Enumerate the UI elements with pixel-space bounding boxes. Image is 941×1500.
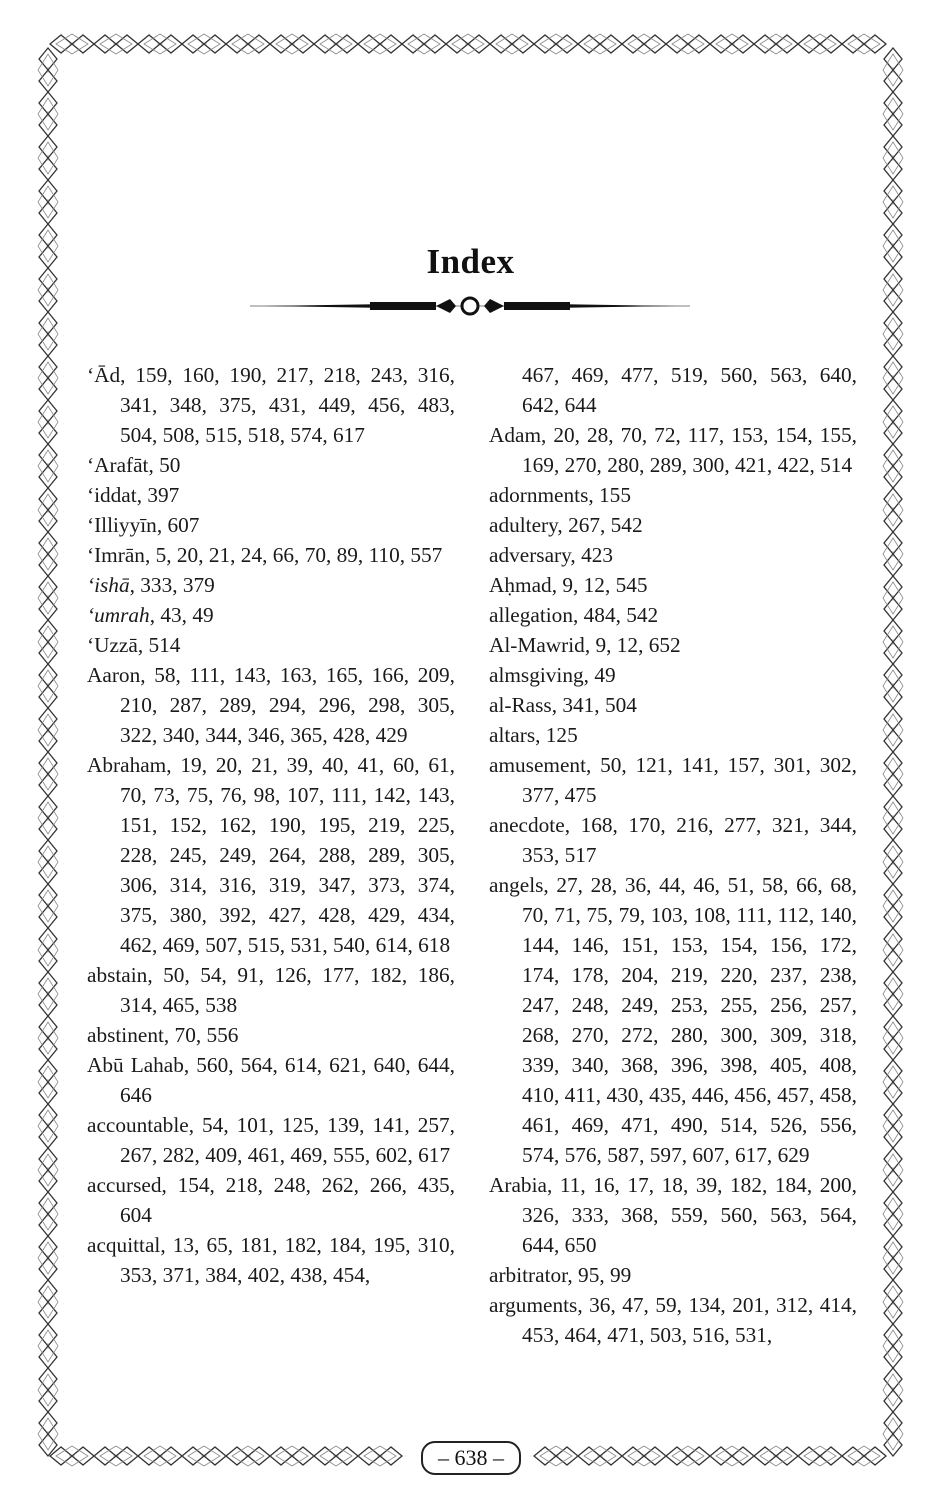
border-link — [138, 34, 182, 54]
entry-pages: 168, 170, 216, 277, 321, 344, 353, 517 — [522, 813, 857, 867]
entry-term: arbitrator — [489, 1263, 568, 1287]
border-link — [666, 1446, 710, 1466]
border-link — [883, 1280, 903, 1324]
border-link — [38, 180, 58, 224]
entry-pages: 13, 65, 181, 182, 184, 195, 310, 353, 371, 384, 402, 438, 454, — [120, 1233, 455, 1287]
entry-pages: 95, 99 — [578, 1263, 632, 1287]
entry-term: adversary — [489, 543, 571, 567]
entry-term: ‘ishā — [87, 573, 130, 597]
border-link — [38, 620, 58, 664]
entry-pages: 9, 12, 652 — [595, 633, 681, 657]
index-column-left — [87, 360, 455, 1290]
entry-term: Arabia — [489, 1173, 547, 1197]
entry-pages: 484, 542 — [583, 603, 659, 627]
border-link — [578, 1446, 622, 1466]
entry-pages: 50 — [159, 453, 181, 477]
border-link — [38, 400, 58, 444]
index-entry: Al-Mawrid, 9, 12, 652 — [489, 633, 681, 657]
entry-term: ‘Arafāt — [87, 453, 149, 477]
page-title: Index — [426, 242, 515, 281]
border-link — [883, 576, 903, 620]
index-entry: ‘ishā, 333, 379 — [87, 573, 215, 597]
border-link — [534, 1446, 578, 1466]
entry-pages: 9, 12, 545 — [562, 573, 648, 597]
page-number: – 638 – — [421, 1441, 521, 1475]
border-link — [883, 92, 903, 136]
border-link — [38, 48, 58, 92]
border-link — [38, 1368, 58, 1412]
index-entry: ‘Illiyyīn, 607 — [87, 513, 200, 537]
border-link — [50, 34, 94, 54]
entry-pages: 36, 47, 59, 134, 201, 312, 414, 453, 464, 471, 503, 516, 531, — [522, 1293, 857, 1347]
border-link — [883, 356, 903, 400]
entry-pages: 155 — [599, 483, 631, 507]
index-column-right — [489, 360, 857, 1350]
index-entry: adornments, 155 — [489, 483, 631, 507]
border-link — [38, 796, 58, 840]
index-entry: acquittal, 13, 65, 181, 182, 184, 195, 310, 353, 371, 384, 402, 438, 454, — [87, 1233, 455, 1287]
entry-pages: 467, 469, 477, 519, 560, 563, 640, 642, 644 — [522, 363, 857, 417]
entry-pages: 125 — [545, 723, 578, 747]
index-entry: angels, 27, 28, 36, 44, 46, 51, 58, 66, 68, 70, 71, 75, 79, 103, 108, 111, 112, 140, 144, 146, 151, 153, 154, 156, 172, 174, 178, 204, 219, 220, 237, 238, 247, 248, 249, 253, 255, 256, 257, 268, 270, 272, 280, 300, 309, 318, 339, 340, 368, 396, 398, 405, 408, 410, 411, 430, 435, 446, 456, 457, 458, 461, 469, 471, 490, 514, 526, 556, 574, 576, 587, 597, 607, 617, 629 — [489, 873, 857, 1167]
entry-pages: 154, 218, 248, 262, 266, 435, 604 — [120, 1173, 455, 1227]
border-link — [402, 34, 446, 54]
index-entry: ‘iddat, 397 — [87, 483, 180, 507]
border-link — [94, 34, 138, 54]
border-link — [883, 1060, 903, 1104]
entry-term: adultery — [489, 513, 558, 537]
index-entry: al-Rass, 341, 504 — [489, 693, 637, 717]
border-link — [883, 664, 903, 708]
border-link — [883, 928, 903, 972]
index-entry: anecdote, 168, 170, 216, 277, 321, 344, 353, 517 — [489, 813, 857, 867]
entry-pages: 423 — [581, 543, 614, 567]
index-entry: accursed, 154, 218, 248, 262, 266, 435, 604 — [87, 1173, 455, 1227]
entry-pages: 11, 16, 17, 18, 39, 182, 184, 200, 326, 333, 368, 559, 560, 563, 564, 644, 650 — [522, 1173, 857, 1257]
border-link — [38, 312, 58, 356]
ornamental-divider — [250, 290, 690, 322]
border-link — [38, 840, 58, 884]
border-link — [883, 708, 903, 752]
border-link — [38, 136, 58, 180]
border-link — [883, 1016, 903, 1060]
entry-term: ‘Illiyyīn — [87, 513, 157, 537]
entry-pages: 514 — [148, 633, 181, 657]
border-link — [798, 34, 842, 54]
entry-pages: 43, 49 — [160, 603, 214, 627]
entry-term: ‘umrah — [87, 603, 150, 627]
border-link — [666, 34, 710, 54]
border-link — [883, 620, 903, 664]
entry-term: Abraham — [87, 753, 167, 777]
border-link — [38, 444, 58, 488]
border-link — [38, 1324, 58, 1368]
border-link — [883, 312, 903, 356]
index-entry: Abraham, 19, 20, 21, 39, 40, 41, 60, 61, 70, 73, 75, 76, 98, 107, 111, 142, 143, 151, 152, 162, 190, 195, 219, 225, 228, 245, 249, 264, 288, 289, 305, 306, 314, 316, 319, 347, 373, 374, 375, 380, 392, 427, 428, 429, 434, 462, 469, 507, 515, 531, 540, 614, 618 — [87, 753, 455, 957]
index-entry: arguments, 36, 47, 59, 134, 201, 312, 414, 453, 464, 471, 503, 516, 531, — [489, 1293, 857, 1347]
border-link — [883, 840, 903, 884]
border-link — [883, 1368, 903, 1412]
index-entry: adversary, 423 — [489, 543, 614, 567]
index-entry: ‘Ād, 159, 160, 190, 217, 218, 243, 316, 341, 348, 375, 431, 449, 456, 483, 504, 508, 515, 518, 574, 617 — [87, 363, 455, 447]
border-link — [883, 400, 903, 444]
border-link — [883, 884, 903, 928]
index-entry: Aḥmad, 9, 12, 545 — [489, 573, 648, 597]
entry-pages: 19, 20, 21, 39, 40, 41, 60, 61, 70, 73, 75, 76, 98, 107, 111, 142, 143, 151, 152, 162, 190, 195, 219, 225, 228, 245, 249, 264, 288, 289, 305, 306, 314, 316, 319, 347, 373, 374, 375, 380, 392, 427, 428, 429, 434, 462, 469, 507, 515, 531, 540, 614, 618 — [120, 753, 455, 957]
index-entry: abstain, 50, 54, 91, 126, 177, 182, 186, 314, 465, 538 — [87, 963, 455, 1017]
index-entry: ‘Imrān, 5, 20, 21, 24, 66, 70, 89, 110, 557 — [87, 543, 443, 567]
border-link — [710, 1446, 754, 1466]
entry-term: ‘Ād — [87, 363, 121, 387]
entry-pages: 70, 556 — [174, 1023, 239, 1047]
entry-pages: 560, 564, 614, 621, 640, 644, 646 — [120, 1053, 456, 1107]
entry-term: altars — [489, 723, 536, 747]
border-link — [38, 92, 58, 136]
entry-term: amusement — [489, 753, 586, 777]
border-link — [38, 1280, 58, 1324]
index-entry: altars, 125 — [489, 723, 578, 747]
border-link — [38, 1412, 58, 1456]
border-link — [38, 576, 58, 620]
index-entry: ‘Arafāt, 50 — [87, 453, 181, 477]
border-link — [94, 1446, 138, 1466]
border-link — [883, 796, 903, 840]
entry-pages: 50, 121, 141, 157, 301, 302, 377, 475 — [522, 753, 857, 807]
border-link — [883, 48, 903, 92]
border-link — [314, 34, 358, 54]
border-link — [38, 1192, 58, 1236]
border-link — [883, 1192, 903, 1236]
index-entry: Adam, 20, 28, 70, 72, 117, 153, 154, 155, 169, 270, 280, 289, 300, 421, 422, 514 — [489, 423, 857, 477]
index-entry: amusement, 50, 121, 141, 157, 301, 302, 377, 475 — [489, 753, 857, 807]
entry-term: acquittal — [87, 1233, 161, 1257]
border-link — [622, 34, 666, 54]
entry-term: Aaron — [87, 663, 141, 687]
index-entry: allegation, 484, 542 — [489, 603, 659, 627]
border-link — [534, 34, 578, 54]
border-link — [270, 34, 314, 54]
border-link — [38, 356, 58, 400]
border-link — [842, 1446, 886, 1466]
entry-pages: 49 — [594, 663, 616, 687]
border-link — [883, 488, 903, 532]
border-link — [883, 444, 903, 488]
entry-pages: 159, 160, 190, 217, 218, 243, 316, 341, 348, 375, 431, 449, 456, 483, 504, 508, 515, 518, 574, 617 — [120, 363, 455, 447]
border-link — [490, 34, 534, 54]
border-link — [622, 1446, 666, 1466]
index-entry: Aaron, 58, 111, 143, 163, 165, 166, 209, 210, 287, 289, 294, 296, 298, 305, 322, 340, 344, 346, 365, 428, 429 — [87, 663, 455, 747]
border-link — [883, 1324, 903, 1368]
border-link — [314, 1446, 358, 1466]
index-entry: adultery, 267, 542 — [489, 513, 643, 537]
entry-term: Aḥmad — [489, 573, 552, 597]
entry-term: adornments — [489, 483, 589, 507]
border-link — [138, 1446, 182, 1466]
border-link — [883, 1148, 903, 1192]
index-entry: Arabia, 11, 16, 17, 18, 39, 182, 184, 200, 326, 333, 368, 559, 560, 563, 564, 644, 650 — [489, 1173, 857, 1257]
border-link — [883, 1104, 903, 1148]
border-link — [50, 1446, 94, 1466]
index-entry: ‘Uzzā, 514 — [87, 633, 181, 657]
border-link — [38, 532, 58, 576]
entry-pages: 20, 28, 70, 72, 117, 153, 154, 155, 169, 270, 280, 289, 300, 421, 422, 514 — [522, 423, 857, 477]
entry-pages: 5, 20, 21, 24, 66, 70, 89, 110, 557 — [155, 543, 443, 567]
entry-term: accursed — [87, 1173, 162, 1197]
border-link — [358, 1446, 402, 1466]
border-link — [226, 1446, 270, 1466]
border-link — [754, 34, 798, 54]
entry-term: ‘Uzzā — [87, 633, 138, 657]
entry-term: allegation — [489, 603, 573, 627]
border-link — [226, 34, 270, 54]
border-link — [38, 1060, 58, 1104]
entry-term: al-Rass — [489, 693, 552, 717]
border-link — [182, 1446, 226, 1466]
border-link — [883, 532, 903, 576]
border-link — [883, 1236, 903, 1280]
index-entry: ‘umrah, 43, 49 — [87, 603, 214, 627]
index-entry: arbitrator, 95, 99 — [489, 1263, 632, 1287]
entry-pages: 333, 379 — [140, 573, 215, 597]
entry-term: anecdote — [489, 813, 565, 837]
border-link — [446, 34, 490, 54]
entry-term: accountable — [87, 1113, 189, 1137]
border-link — [883, 972, 903, 1016]
border-link — [38, 1236, 58, 1280]
entry-pages: 50, 54, 91, 126, 177, 182, 186, 314, 465, 538 — [120, 963, 455, 1017]
entry-term: angels — [489, 873, 544, 897]
border-link — [38, 972, 58, 1016]
border-link — [38, 488, 58, 532]
entry-pages: 341, 504 — [562, 693, 637, 717]
border-link — [842, 34, 886, 54]
border-link — [38, 752, 58, 796]
entry-term: arguments — [489, 1293, 578, 1317]
entry-pages: 267, 542 — [568, 513, 643, 537]
border-link — [883, 136, 903, 180]
entry-pages: 397 — [147, 483, 180, 507]
entry-pages: 27, 28, 36, 44, 46, 51, 58, 66, 68, 70, 71, 75, 79, 103, 108, 111, 112, 140, 144, 146, 151, 153, 154, 156, 172, 174, 178, 204, 219, 220, 237, 238, 247, 248, 249, 253, 255, 256, 257, 268, 270, 272, 280, 300, 309, 318, 339, 340, 368, 396, 398, 405, 408, 410, 411, 430, 435, 446, 456, 457, 458, 461, 469, 471, 490, 514, 526, 556, 574, 576, 587, 597, 607, 617, 629 — [522, 873, 857, 1167]
border-link — [883, 1412, 903, 1456]
border-link — [38, 664, 58, 708]
border-link — [883, 180, 903, 224]
entry-term: abstinent — [87, 1023, 164, 1047]
border-link — [578, 34, 622, 54]
index-entry-continuation — [489, 360, 857, 420]
index-entry: Abū Lahab, 560, 564, 614, 621, 640, 644, 646 — [87, 1053, 456, 1107]
entry-term: abstain — [87, 963, 148, 987]
entry-term: Al-Mawrid — [489, 633, 585, 657]
entry-term: almsgiving — [489, 663, 584, 687]
border-link — [38, 884, 58, 928]
entry-term: Adam — [489, 423, 542, 447]
border-link — [182, 34, 226, 54]
border-link — [710, 34, 754, 54]
border-link — [38, 708, 58, 752]
index-entry: accountable, 54, 101, 125, 139, 141, 257, 267, 282, 409, 461, 469, 555, 602, 617 — [87, 1113, 455, 1167]
border-link — [358, 34, 402, 54]
entry-pages: 54, 101, 125, 139, 141, 257, 267, 282, 409, 461, 469, 555, 602, 617 — [120, 1113, 455, 1167]
index-entry: almsgiving, 49 — [489, 663, 616, 687]
entry-pages: 607 — [167, 513, 200, 537]
border-link — [38, 1016, 58, 1060]
entry-term: Abū Lahab — [87, 1053, 184, 1077]
index-entry: abstinent, 70, 556 — [87, 1023, 239, 1047]
entry-term: ‘iddat — [87, 483, 137, 507]
border-link — [38, 1104, 58, 1148]
border-link — [38, 928, 58, 972]
border-link — [798, 1446, 842, 1466]
border-link — [754, 1446, 798, 1466]
entry-pages: 58, 111, 143, 163, 165, 166, 209, 210, 287, 289, 294, 296, 298, 305, 322, 340, 344, 346, 365, 428, 429 — [120, 663, 455, 747]
border-link — [38, 1148, 58, 1192]
border-link — [270, 1446, 314, 1466]
entry-term: ‘Imrān — [87, 543, 145, 567]
border-link — [883, 752, 903, 796]
